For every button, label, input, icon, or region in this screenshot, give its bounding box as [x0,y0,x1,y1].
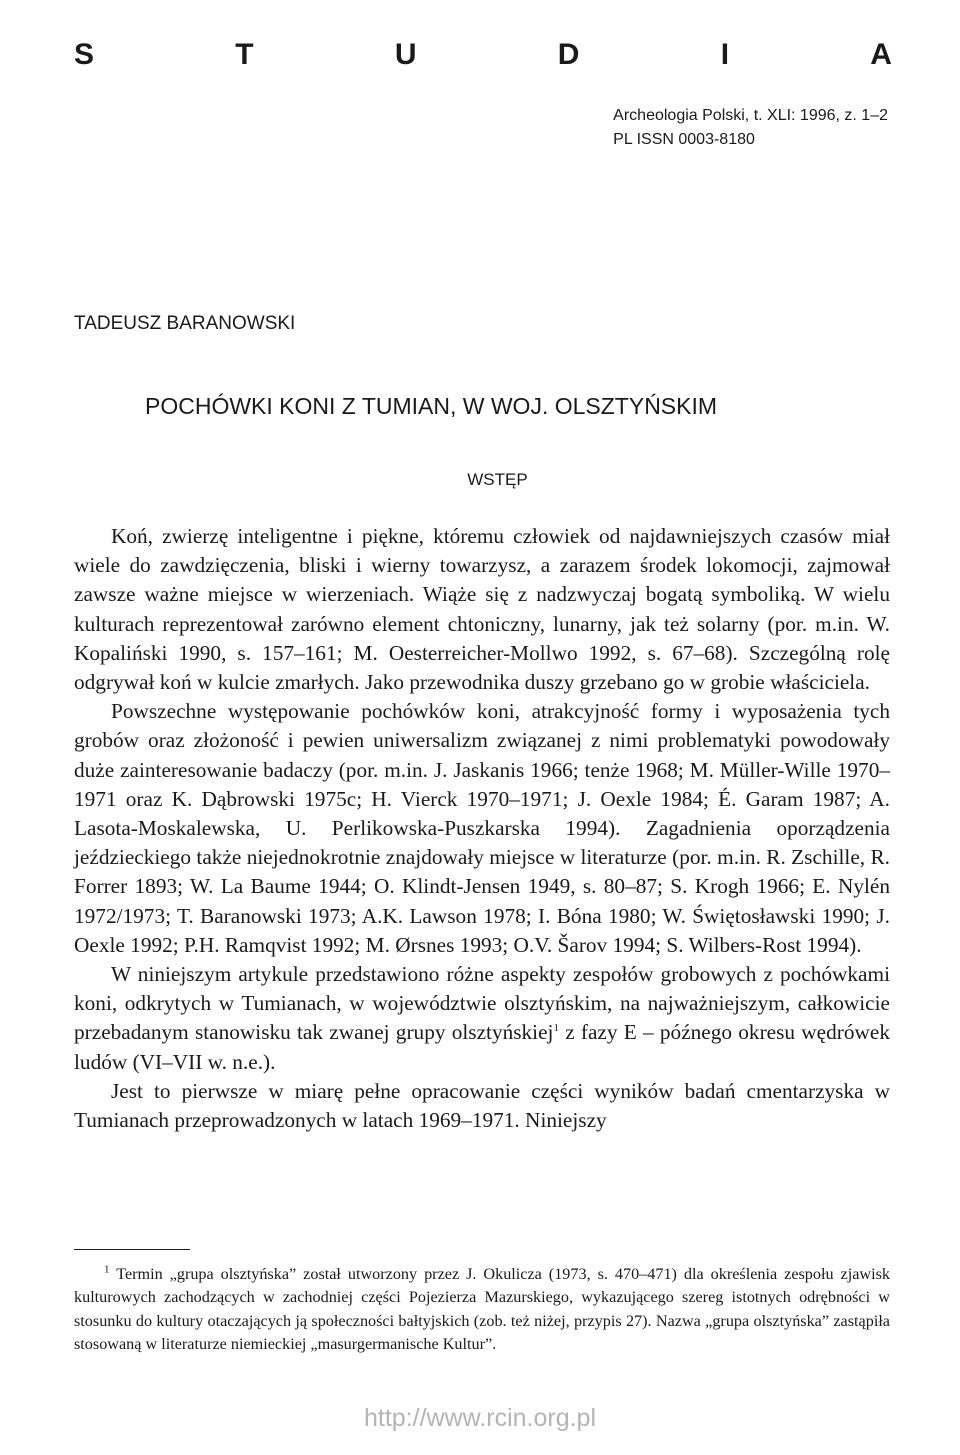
article-title: POCHÓWKI KONI Z TUMIAN, W WOJ. OLSZTYŃSKIM [145,393,718,419]
header-letter: U [394,38,417,71]
footnote-reference[interactable]: 1 [553,1022,559,1035]
journal-citation: Archeologia Polski, t. XLI: 1996, z. 1–2 [613,107,888,124]
header-letter: D [557,38,580,71]
footnote-paragraph [74,1263,890,1357]
issn: PL ISSN 0003-8180 [613,131,755,148]
journal-section-header [74,38,892,72]
header-letter: S [74,38,95,71]
paragraph: Powszechne występowanie pochówków koni, atrakcyjność formy i wyposażenia tych grobów oraz złożoność i pewien uniwersalizm związanej z nimi problematyki powodowały duże zainteresowanie badaczy (por. m.in. J. Jaskanis 1966; tenże 1968; M. Müller-Wille 1970–1971 oraz K. Dąbrowski 1975c; H. Vierck 1970–1971; J. Oexle 1984; É. Garam 1987; A. Lasota-Moskalewska, U. Perlikowska-Puszkarska 1994). Zagadnienia oporządzenia jeździeckiego także niejednokrotnie znajdowały miejsce w literaturze (por. m.in. R. Zschille, R. Forrer 1893; W. La Baume 1944; O. Klindt-Jensen 1949, s. 80–87; S. Krogh 1966; E. Nylén 1972/1973; T. Baranowski 1973; A.K. Lawson 1978; I. Bóna 1980; W. Świętosławski 1990; J. Oexle 1992; P.H. Ramqvist 1992; M. Ørsnes 1993; O.V. Šarov 1994; S. Wilbers-Rost 1994). [74,699,890,957]
paragraph: Jest to pierwsze w miarę pełne opracowanie części wyników badań cmentarzyska w Tumianach przeprowadzonych w latach 1969–1971. Niniejszy [74,1078,890,1133]
article-body [74,522,890,1135]
header-letter: T [235,38,254,71]
header-letter: I [720,38,730,71]
paragraph [74,960,890,1077]
publication-meta [613,104,888,152]
source-watermark: http://www.rcin.org.pl [363,1404,597,1432]
author-name: TADEUSZ BARANOWSKI [74,313,296,334]
footnote-text: Termin „grupa olsztyńska” został utworzony przez J. Okulicza (1973, s. 470–471) dla określenia zespołu zjawisk kulturowych zachodzących w zachodniej części Pojezierza Mazurskiego, wykazującego szereg istotnych odrębności w stosunku do kultury otaczających ją społeczności bałtyjskich (zob. też niżej, przypis 27). Nazwa „grupa olsztyńska” zastąpiła stosowaną w literaturze niemieckiej „masurgermanische Kultur”. [74,1265,890,1354]
header-letter: A [870,38,892,71]
paragraph-text: W niniejszym artykule przedstawiono różne aspekty zespołów grobowych z pochówkami koni, odkrytych w Tumianach, w województwie olsztyńskim, na najważniejszym, całkowicie przebadanym stanowisku tak zwanej grupy olsztyńskiej [74,962,890,1045]
footnote [74,1263,890,1357]
footnote-number: 1 [104,1263,110,1276]
paragraph-text: z fazy E – późnego okresu wędrówek ludów (VI–VII w. n.e.). [74,1020,890,1074]
section-heading: WSTĘP [467,470,528,489]
footnote-divider [74,1249,190,1250]
paragraph: Koń, zwierzę inteligentne i piękne, któremu człowiek od najdawniejszych czasów miał wiele do zawdzięczenia, bliski i wierny towarzysz, a zarazem środek lokomocji, zajmował zawsze ważne miejsce w wierzeniach. Wiąże się z nadzwyczaj bogatą symboliką. W wielu kulturach reprezentował zarówno element chtoniczny, lunarny, jak też solarny (por. m.in. W. Kopaliński 1990, s. 157–161; M. Oesterreicher-Mollwo 1992, s. 67–68). Szczególną rolę odgrywał koń w kulcie zmarłych. Jako przewodnika duszy grzebano go w grobie właściciela. [74,524,890,695]
